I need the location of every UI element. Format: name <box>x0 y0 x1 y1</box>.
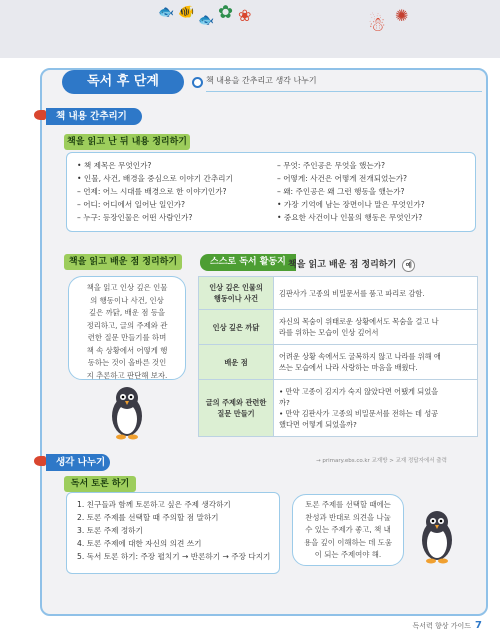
bubble-line: 찬성과 반대로 의견을 나눌 <box>305 512 391 522</box>
table-cell <box>274 277 478 310</box>
table-cell <box>274 345 478 380</box>
table-row-header <box>199 277 274 310</box>
step-item: 2. 토론 주제를 선택할 때 주의할 점 말하기 <box>77 513 219 522</box>
summary-left-column <box>77 159 233 224</box>
coral-decoration: ❀ <box>238 6 252 25</box>
fish-decoration: 🐟 <box>198 13 215 28</box>
summary-line: • 인물, 사건, 배경을 중심으로 이야기 간추리기 <box>77 174 233 183</box>
speech-bubble <box>292 494 404 566</box>
step-item: 3. 토론 주제 정하기 <box>77 526 143 535</box>
step-item: 1. 친구들과 함께 토론하고 싶은 주제 생각하기 <box>77 500 231 509</box>
cell-line: 어려운 상황 속에서도 굴복하지 않고 나라를 위해 애 <box>279 352 441 361</box>
summary-line: – 왜: 주인공은 왜 그런 행동을 했는가? <box>277 187 405 196</box>
divider <box>206 91 482 92</box>
bullet-dot <box>192 77 203 88</box>
section-label: 독서 토론 하기 <box>64 476 136 492</box>
step-item: 5. 독서 토론 하기: 주장 펼치기 → 반론하기 → 주장 다지기 <box>77 552 271 561</box>
summary-line: – 무엇: 주인공은 무엇을 했는가? <box>277 161 386 170</box>
page-title: 독서 후 단계 <box>62 70 184 94</box>
fish-icon <box>34 110 46 120</box>
table-cell <box>274 310 478 345</box>
discussion-steps-box <box>66 492 280 574</box>
section-label: 책을 읽고 배운 점 정리하기 <box>64 254 182 270</box>
crab-decoration: ✺ <box>395 6 409 25</box>
diver-decoration: ☃ <box>368 12 386 36</box>
table-cell <box>274 380 478 437</box>
bubble-line: 책 속 상황에서 어떻게 행 <box>86 345 168 355</box>
row-header-line: 글의 주제와 관련한 <box>205 398 267 407</box>
summary-right-column <box>277 159 425 224</box>
cell-line: 김판사가 고종의 비밀문서를 품고 파리로 감함. <box>279 288 425 298</box>
fish-decoration: 🐟 <box>158 5 175 20</box>
summary-line: – 누구: 등장인물은 어떤 사람인가? <box>77 213 193 222</box>
table-row-header <box>199 345 274 380</box>
fish-icon <box>34 456 46 466</box>
coral-decoration: ✿ <box>218 2 234 23</box>
bubble-line: 깊은 까닭, 배운 점 등을 <box>88 308 165 317</box>
bubble-line: 이 되는 주제여야 해. <box>314 550 382 559</box>
cell-line: 까? <box>279 398 290 407</box>
bubble-line: 책을 읽고 인상 깊은 인물 <box>86 283 168 292</box>
cell-line: 했다면 어떻게 되었을까? <box>279 420 357 429</box>
row-header-line: 행동이나 사건 <box>213 294 259 303</box>
table-row <box>199 345 478 380</box>
bubble-line: 수 있는 주제가 좋고, 책 내 <box>305 525 391 534</box>
summary-box <box>66 152 476 232</box>
example-badge: 예 <box>402 259 415 272</box>
bubble-line: 토론 주제를 선택할 때에는 <box>305 500 391 509</box>
table-row <box>199 380 478 437</box>
summary-line: • 가장 기억에 남는 장면이나 말은 무엇인가? <box>277 200 425 209</box>
cell-line: • 만약 고종이 김지가 숙지 않았다면 어땠게 되었을 <box>279 387 439 396</box>
activity-tag: 스스로 독서 활동지 <box>200 254 296 271</box>
table-row-header <box>199 310 274 345</box>
activity-title <box>288 257 415 272</box>
page-number: 7 <box>475 620 482 631</box>
summary-line: – 어떻게: 사건은 어떻게 전개되었는가? <box>277 174 408 183</box>
bubble-line: 의 행동이나 사건, 인상 <box>90 295 164 305</box>
cell-line: 쓰는 모습에서 나라 사랑하는 마음을 배웠다. <box>279 363 418 372</box>
bubble-line: 동하는 것이 올바른 것인 <box>87 358 167 367</box>
page-footer <box>412 620 482 631</box>
bubble-line: 용을 깊이 이해하는 데 도움 <box>304 537 392 547</box>
penguin-illustration <box>104 384 150 440</box>
table-row <box>199 277 478 310</box>
activity-table <box>198 276 478 437</box>
source-note: → primary.ebs.co.kr 교재방 > 교재 정답자에서 출력 <box>316 458 447 464</box>
cell-line: • 만약 김판사가 고종의 비밀문서를 전하는 데 성공 <box>279 409 439 418</box>
bubble-line: 정리하고, 글의 주제와 관 <box>86 320 168 330</box>
penguin-illustration <box>414 508 460 564</box>
cell-line: 자신의 목숨이 위태로운 상황에서도 목숨을 걸고 나 <box>279 317 439 326</box>
cell-line: 라를 위하는 모습이 인상 깊어서 <box>279 328 379 337</box>
section-tag: 생각 나누기 <box>46 454 110 471</box>
steps-list <box>77 498 270 563</box>
row-header-line: 배운 점 <box>224 357 248 367</box>
row-header-line: 인상 깊은 인물의 <box>209 283 263 292</box>
section-label: 책을 읽고 난 뒤 내용 정리하기 <box>64 134 190 150</box>
bubble-line: 지 추론하고 판단해 보자. <box>86 370 168 380</box>
bubble-line: 련한 질문 만들기를 하며 <box>87 333 167 342</box>
row-header-line: 인상 깊은 까닭 <box>212 322 260 332</box>
row-header-line: 질문 만들기 <box>217 409 255 418</box>
footer-text: 독서력 향상 가이드 <box>412 622 472 630</box>
summary-line: – 언제: 어느 시대를 배경으로 한 이야기인가? <box>77 187 227 196</box>
activity-title-text: 책을 읽고 배운 점 정리하기 <box>288 260 397 270</box>
page-subtitle: 책 내용을 간추리고 생각 나누기 <box>206 76 317 85</box>
summary-line: – 어디: 어디에서 일어난 일인가? <box>77 200 186 209</box>
table-row-header <box>199 380 274 437</box>
speech-bubble <box>68 276 186 380</box>
fish-decoration: 🐠 <box>178 5 195 20</box>
table-row <box>199 310 478 345</box>
summary-line: • 중요한 사건이나 인물의 행동은 무엇인가? <box>277 213 423 222</box>
section-tag: 책 내용 간추리기 <box>46 108 142 125</box>
step-item: 4. 토론 주제에 대한 자신의 의견 쓰기 <box>77 539 202 548</box>
summary-line: • 책 제목은 무엇인가? <box>77 161 152 170</box>
